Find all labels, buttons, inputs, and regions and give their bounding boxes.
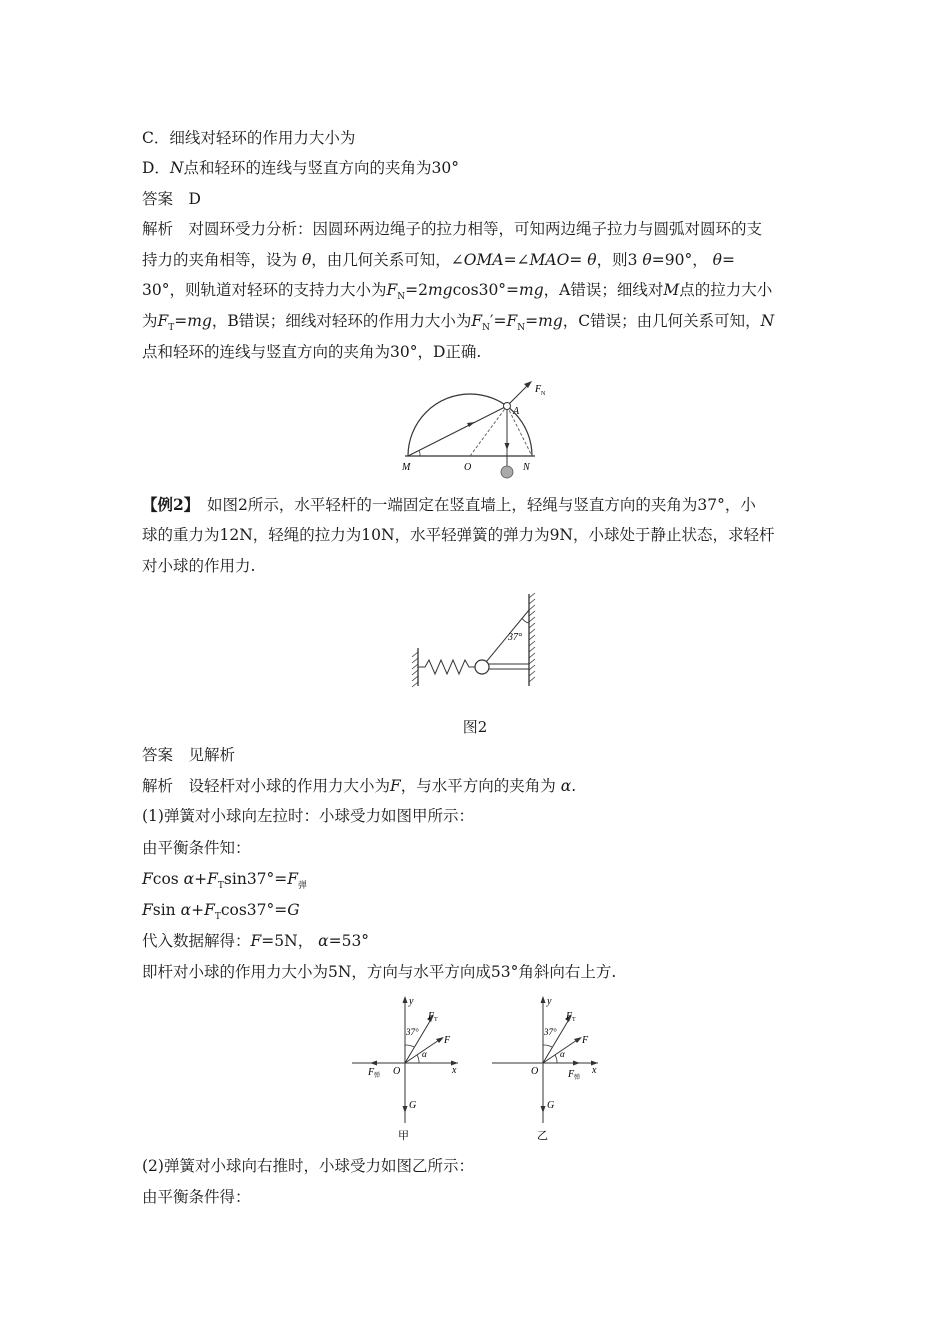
label-fn: F [535,384,542,395]
yi-x: x [592,1065,597,1076]
yi-fspring: F [568,1069,575,1080]
figure-2-caption: 图2 [462,718,488,736]
jia-g: G [409,1100,417,1111]
yi-fspring-sub: 弹 [574,1075,581,1081]
jia-fspring: F [368,1067,375,1078]
example-2-line-1: 【例2】 如图2所示，水平轻杆的一端固定在竖直墙上，轻绳与竖直方向的夹角为37°，小 [142,495,756,514]
conclusion: 即杆对小球的作用力大小为5N，方向与水平方向成53°角斜向右上方. [142,963,617,981]
option-c: C．细线对轻环的作用力大小为 [142,129,356,147]
jia-angle: 37° [406,1027,419,1037]
jia-alpha: α [422,1049,427,1059]
yi-caption: 乙 [537,1130,548,1142]
analysis-1-line-2: 持力的夹角相等，设为 θ，由几何关系可知，∠OMA=∠MAO= θ，则3 θ=90°， θ= [142,251,735,269]
equation-2: Fsin $\alpha+F_T\cos 37^\circ=G$ [142,901,300,923]
jia-f: F [444,1035,451,1046]
analysis-1-line-4: 为$F_T=mg$，B错误；细线对轻环的作用力大小为$F_N'=F_N=mg$，C错误；由几何关系可知，N [142,312,775,334]
figure-semicircle [395,378,560,486]
label-fn-sub: N [541,391,546,397]
analysis-1-line-3: 30°，则轨道对轻环的支持力大小为$F_N=2mgcos30^\circ=mg$，A错误；细线对M点的拉力大小 [142,281,773,303]
analysis-1-line-5: 点和轻环的连线与竖直方向的夹角为30°，D正确. [142,343,482,361]
option-d: D．N点和轻环的连线与竖直方向的夹角为30° [142,159,459,177]
jia-o: O [393,1066,401,1077]
jia-caption: 甲 [398,1130,409,1142]
label-a: A [513,406,520,417]
yi-g: G [547,1100,555,1111]
figure-2 [405,590,545,690]
example-2-line-3: 对小球的作用力. [142,557,256,575]
analysis-1-line-1: 解析 对圆环受力分析：因圆环两边绳子的拉力相等，可知两边绳子拉力与圆弧对圆环的支 [142,220,763,238]
case-1-heading: (1)弹簧对小球向左拉时：小球受力如图甲所示： [142,807,474,825]
jia-fspring-sub: 弹 [374,1073,381,1079]
label-n: N [523,462,530,473]
jia-y: y [409,996,414,1007]
yi-ft: F [566,1011,573,1022]
equilibrium-2: 由平衡条件得： [142,1188,251,1206]
answer-1: 答案 D [142,190,201,208]
equation-1: Fcos $\alpha+F_T\sin 37^\circ=F_弹$ [142,870,308,892]
diagram-yi [492,996,598,1142]
equilibrium-1: 由平衡条件知： [142,839,251,857]
yi-y: y [547,996,552,1007]
yi-o: O [531,1066,539,1077]
jia-ft: F [428,1011,435,1022]
figure-force-diagrams [350,993,610,1145]
diagram-jia [352,996,458,1142]
jia-ft-sub: T [434,1017,438,1023]
angle-label: 37° [508,632,522,643]
label-m: M [402,462,411,473]
analysis-2-line-1: 解析 设轻杆对小球的作用力大小为F，与水平方向的夹角为 α. [142,777,577,795]
case-2-heading: (2)弹簧对小球向右推时，小球受力如图乙所示： [142,1157,474,1175]
jia-x: x [452,1065,457,1076]
yi-alpha: α [560,1049,565,1059]
example-2-line-2: 球的重力为12N，轻绳的拉力为10N，水平轻弹簧的弹力为9N，小球处于静止状态，求轻杆 [142,526,775,544]
yi-f: F [582,1035,589,1046]
yi-angle: 37° [544,1027,557,1037]
yi-ft-sub: T [572,1017,576,1023]
label-o: O [464,462,472,473]
answer-2: 答案 见解析 [142,746,236,764]
solution: 代入数据解得：F=5N， α=53° [142,932,370,950]
